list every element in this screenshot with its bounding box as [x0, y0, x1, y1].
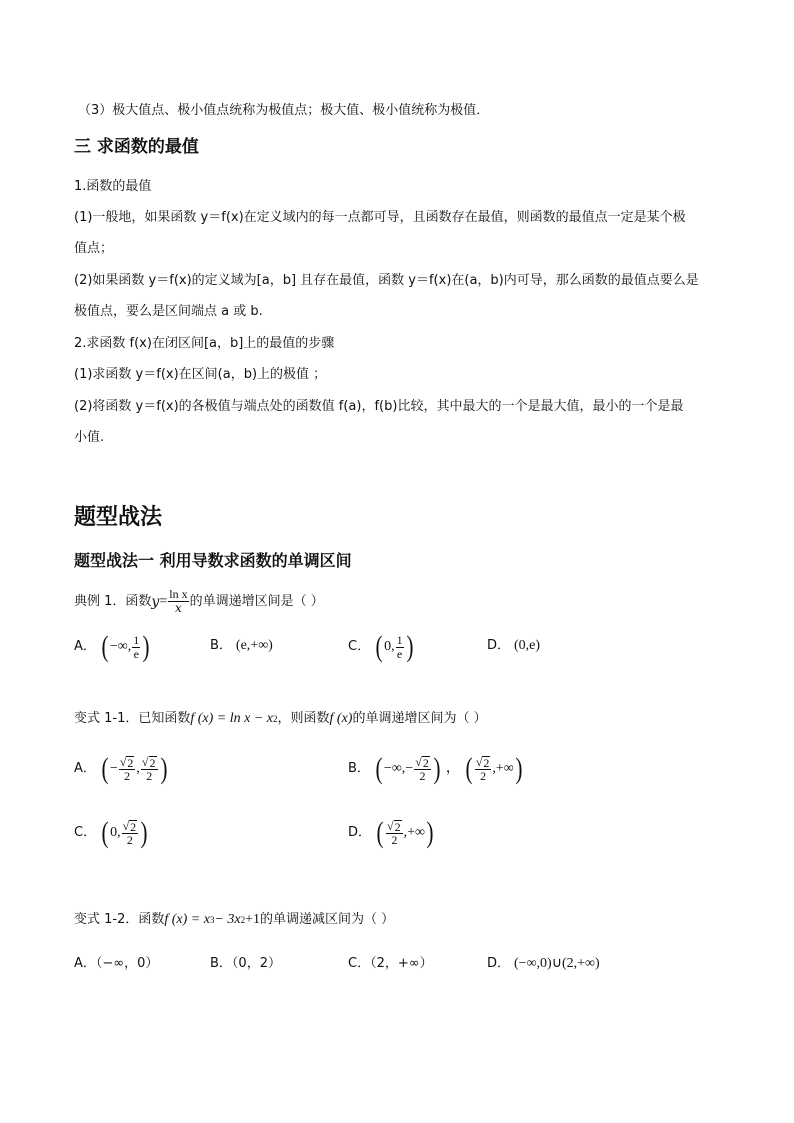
option-c: C．（2，+∞） [348, 956, 433, 971]
option-value [100, 632, 151, 662]
question-prefix: 变式 1-1．已知函数 [74, 711, 191, 726]
option-label: D． [348, 825, 372, 840]
option-c [74, 818, 149, 848]
option-label: D． [487, 956, 511, 971]
option-a [74, 632, 151, 662]
fraction [141, 756, 158, 783]
step-1: (1)求函数 y＝f(x)在区间(a，b)上的极值 ； [74, 367, 327, 382]
interval-start: 0, [110, 825, 121, 840]
radicand: 2 [422, 755, 429, 770]
minus-sign: − [109, 761, 118, 776]
right-paren: ) [140, 816, 148, 849]
minus-sign: − [405, 761, 414, 776]
question-suffix: 的单调递增区间是（ ） [189, 593, 324, 609]
option-b: B．（0，2） [210, 956, 281, 971]
interval-end: ,+∞ [492, 761, 514, 776]
heading-1: 1.函数的最值 [74, 179, 152, 194]
radicand: 2 [483, 755, 490, 770]
option-label: C． [348, 639, 371, 654]
numerator: ln x [169, 587, 188, 601]
option-value [100, 754, 169, 784]
option-label: A． [74, 639, 96, 654]
tactics-subtitle: 题型战法一 利用导数求函数的单调区间 [74, 551, 352, 570]
numerator: √ 2 [119, 754, 134, 770]
function-term: − 3x [214, 912, 241, 927]
option-value: (−∞,0)∪(2,+∞) [514, 956, 600, 971]
right-paren: ) [406, 630, 414, 663]
denominator: 2 [419, 768, 426, 783]
fraction [396, 634, 404, 661]
option-value [100, 818, 149, 848]
function-constant: +1 [245, 912, 261, 927]
option-b [348, 754, 524, 784]
option-value [374, 632, 415, 662]
numerator: √ 2 [475, 754, 490, 770]
fraction [119, 756, 136, 783]
denominator: e [133, 646, 139, 661]
option-value [374, 754, 524, 784]
denominator: e [396, 646, 403, 661]
option-c [348, 632, 415, 662]
option-value: (e,+∞) [235, 638, 273, 653]
left-paren: ( [375, 752, 383, 785]
interval-end: ,+∞ [403, 825, 425, 840]
step-2a: (2)将函数 y＝f(x)的各极值与端点处的函数值 f(a)，f(b)比较，其中最大的一个是最大值，最小的一个是最 [74, 399, 684, 414]
option-d [487, 955, 600, 973]
section-title: 三 求函数的最值 [74, 137, 199, 157]
left-paren: ( [101, 816, 109, 849]
function-expression [151, 588, 189, 615]
separator: ， [445, 761, 460, 776]
numerator: √ 2 [141, 754, 156, 770]
question-middle: ，则函数 [277, 711, 330, 726]
heading-2: 2.求函数 f(x)在闭区间[a，b]上的最值的步骤 [74, 336, 335, 351]
option-label: B． [348, 761, 370, 776]
step-2b: 小值. [74, 430, 105, 445]
radicand: 2 [394, 819, 401, 834]
interval-start: 0, [384, 639, 395, 654]
option-value: (0,e) [514, 638, 541, 653]
numerator: √ 2 [122, 818, 137, 834]
tactics-title: 题型战法 [74, 505, 163, 530]
radicand: 2 [130, 819, 137, 834]
fraction [168, 588, 188, 615]
option-label: D． [487, 638, 511, 653]
denominator: 2 [391, 832, 398, 847]
denominator: 2 [480, 768, 487, 783]
fraction [132, 634, 140, 661]
left-paren: ( [101, 752, 109, 785]
denominator: x [175, 601, 182, 615]
left-paren: ( [376, 816, 384, 849]
variant-1-2-question [74, 911, 394, 929]
para-2a: (2)如果函数 y＝f(x)的定义域为[a，b] 且存在最值，函数 y＝f(x)在(a，b)内可导，那么函数的最值点要么是 [74, 273, 699, 288]
numerator: √ 2 [387, 818, 401, 834]
left-paren: ( [375, 630, 383, 663]
option-label: A． [74, 761, 96, 776]
option-b [210, 637, 273, 655]
right-paren: ) [433, 752, 441, 785]
para-1b: 值点； [74, 241, 114, 256]
var-y: y [151, 593, 160, 610]
option-label: C． [74, 825, 97, 840]
option-label: B． [210, 638, 232, 653]
exponent: 2 [240, 915, 246, 925]
option-a [74, 754, 169, 784]
question-prefix: 典例 1．函数 [74, 593, 152, 609]
example-1-question [74, 588, 324, 615]
item-3-text: （3）极大值点、极小值点统称为极值点；极大值、极小值统称为极值． [78, 103, 490, 118]
option-a: A．（−∞，0） [74, 956, 159, 971]
para-2b: 极值点，要么是区间端点 a 或 b. [74, 304, 263, 319]
right-paren: ) [160, 752, 167, 785]
fraction [386, 820, 403, 847]
interval-start: −∞, [109, 639, 132, 654]
fraction [122, 820, 139, 847]
interval-start: −∞, [383, 761, 406, 776]
numerator: 1 [133, 632, 140, 647]
denominator: 2 [126, 832, 133, 847]
comma: , [136, 761, 140, 776]
left-paren: ( [465, 752, 473, 785]
denominator: 2 [124, 768, 131, 783]
exponent: 2 [273, 714, 278, 724]
function-name: f (x) [329, 711, 353, 726]
variant-1-1-question [74, 710, 487, 728]
fraction [475, 756, 492, 783]
question-suffix: 的单调递增区间为（ ） [352, 711, 487, 726]
option-d [348, 818, 435, 848]
exponent: 3 [209, 915, 215, 925]
right-paren: ) [426, 816, 434, 849]
radicand: 2 [127, 755, 134, 770]
right-paren: ) [515, 752, 523, 785]
para-1a: (1)一般地，如果函数 y＝f(x)在定义域内的每一点都可导，且函数存在最值，则函数的最值点一定是某个极 [74, 210, 686, 225]
question-suffix: 的单调递减区间为（ ） [260, 912, 395, 927]
fraction [414, 756, 431, 783]
question-prefix: 变式 1-2．函数 [74, 912, 165, 927]
function-expression: f (x) = x [164, 912, 210, 927]
equals-sign: = [159, 593, 168, 609]
radicand: 2 [149, 755, 156, 770]
numerator: √ 2 [415, 754, 429, 770]
function-expression: f (x) = ln x − x [190, 711, 274, 726]
right-paren: ) [142, 630, 150, 663]
left-paren: ( [101, 630, 109, 663]
option-d [487, 637, 540, 655]
option-value [375, 818, 435, 848]
numerator: 1 [396, 632, 403, 647]
denominator: 2 [146, 768, 153, 783]
